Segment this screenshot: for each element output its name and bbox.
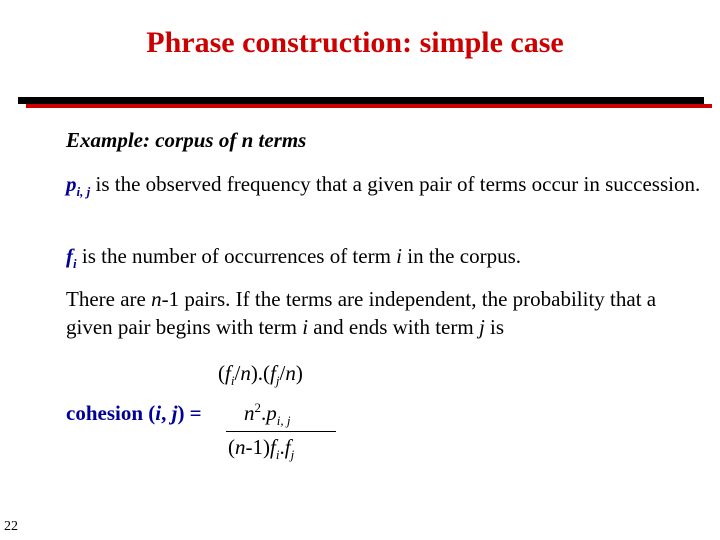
prob-f2: f: [270, 361, 276, 385]
prob-mid: ).(: [250, 361, 271, 385]
p-definition-text: is the observed frequency that a given pair of terms occur in succession.: [90, 172, 701, 196]
f-definition: [66, 242, 706, 270]
p-definition: [66, 170, 706, 198]
title-rule-black: [18, 97, 704, 104]
prob-s2: j: [275, 373, 280, 389]
prob-n2: n: [285, 361, 296, 385]
num-p: p: [266, 401, 277, 425]
fraction-bar: [226, 431, 336, 432]
cohesion-denominator: [228, 433, 294, 461]
prob-slash2: /: [279, 361, 286, 385]
cohesion-comma: ,: [161, 401, 172, 425]
f-text-after: in the corpus.: [402, 244, 521, 268]
f-symbol: f: [66, 244, 73, 268]
prob-n1: n: [240, 361, 251, 385]
prob-s1: i: [230, 373, 235, 389]
pairs-text-4: is: [484, 315, 505, 339]
cohesion-i: i: [155, 401, 162, 425]
den-dot: .: [279, 435, 285, 459]
p-symbol: p: [66, 172, 77, 196]
den-rest: -1): [245, 435, 270, 459]
title-rule-red: [26, 104, 712, 108]
f-term: i: [396, 244, 403, 268]
den-open: (: [228, 435, 235, 459]
cohesion-numerator: [244, 399, 290, 427]
den-n: n: [235, 435, 246, 459]
den-s1: i: [275, 447, 280, 463]
f-text-before: is the number of occurrences of term: [76, 244, 397, 268]
prob-close: ): [295, 361, 303, 385]
num-dot: .: [261, 401, 267, 425]
den-f1: f: [270, 435, 276, 459]
p-subscript: i, j: [76, 184, 91, 200]
den-f2: f: [284, 435, 291, 459]
probability-formula: [218, 359, 303, 387]
cohesion-end: ) =: [177, 401, 202, 425]
num-n: n: [244, 401, 255, 425]
cohesion-label: [66, 399, 202, 427]
pairs-text-3: and ends with term: [308, 315, 479, 339]
pairs-paragraph: [66, 285, 706, 341]
prob-slash1: /: [234, 361, 241, 385]
pairs-text-2: -1 pairs. If the terms are independent, the probability that a given pair begins with term: [66, 287, 657, 339]
pairs-i: i: [302, 315, 309, 339]
pairs-text-1: There are: [66, 287, 152, 311]
page-number: 22: [4, 519, 18, 534]
cohesion-label-text: cohesion (: [66, 401, 156, 425]
den-s2: j: [290, 447, 295, 463]
pairs-n: n: [151, 287, 162, 311]
prob-f1: f: [225, 361, 231, 385]
num-sub: i, j: [276, 413, 291, 429]
num-sup: 2: [254, 400, 261, 415]
example-text: Example: corpus of n terms: [66, 128, 307, 152]
prob-open: (: [218, 361, 225, 385]
example-line: [66, 126, 706, 154]
slide-title: Phrase construction: simple case: [146, 26, 564, 59]
f-subscript: i: [73, 256, 77, 272]
pairs-j: j: [478, 315, 485, 339]
cohesion-j: j: [171, 401, 178, 425]
